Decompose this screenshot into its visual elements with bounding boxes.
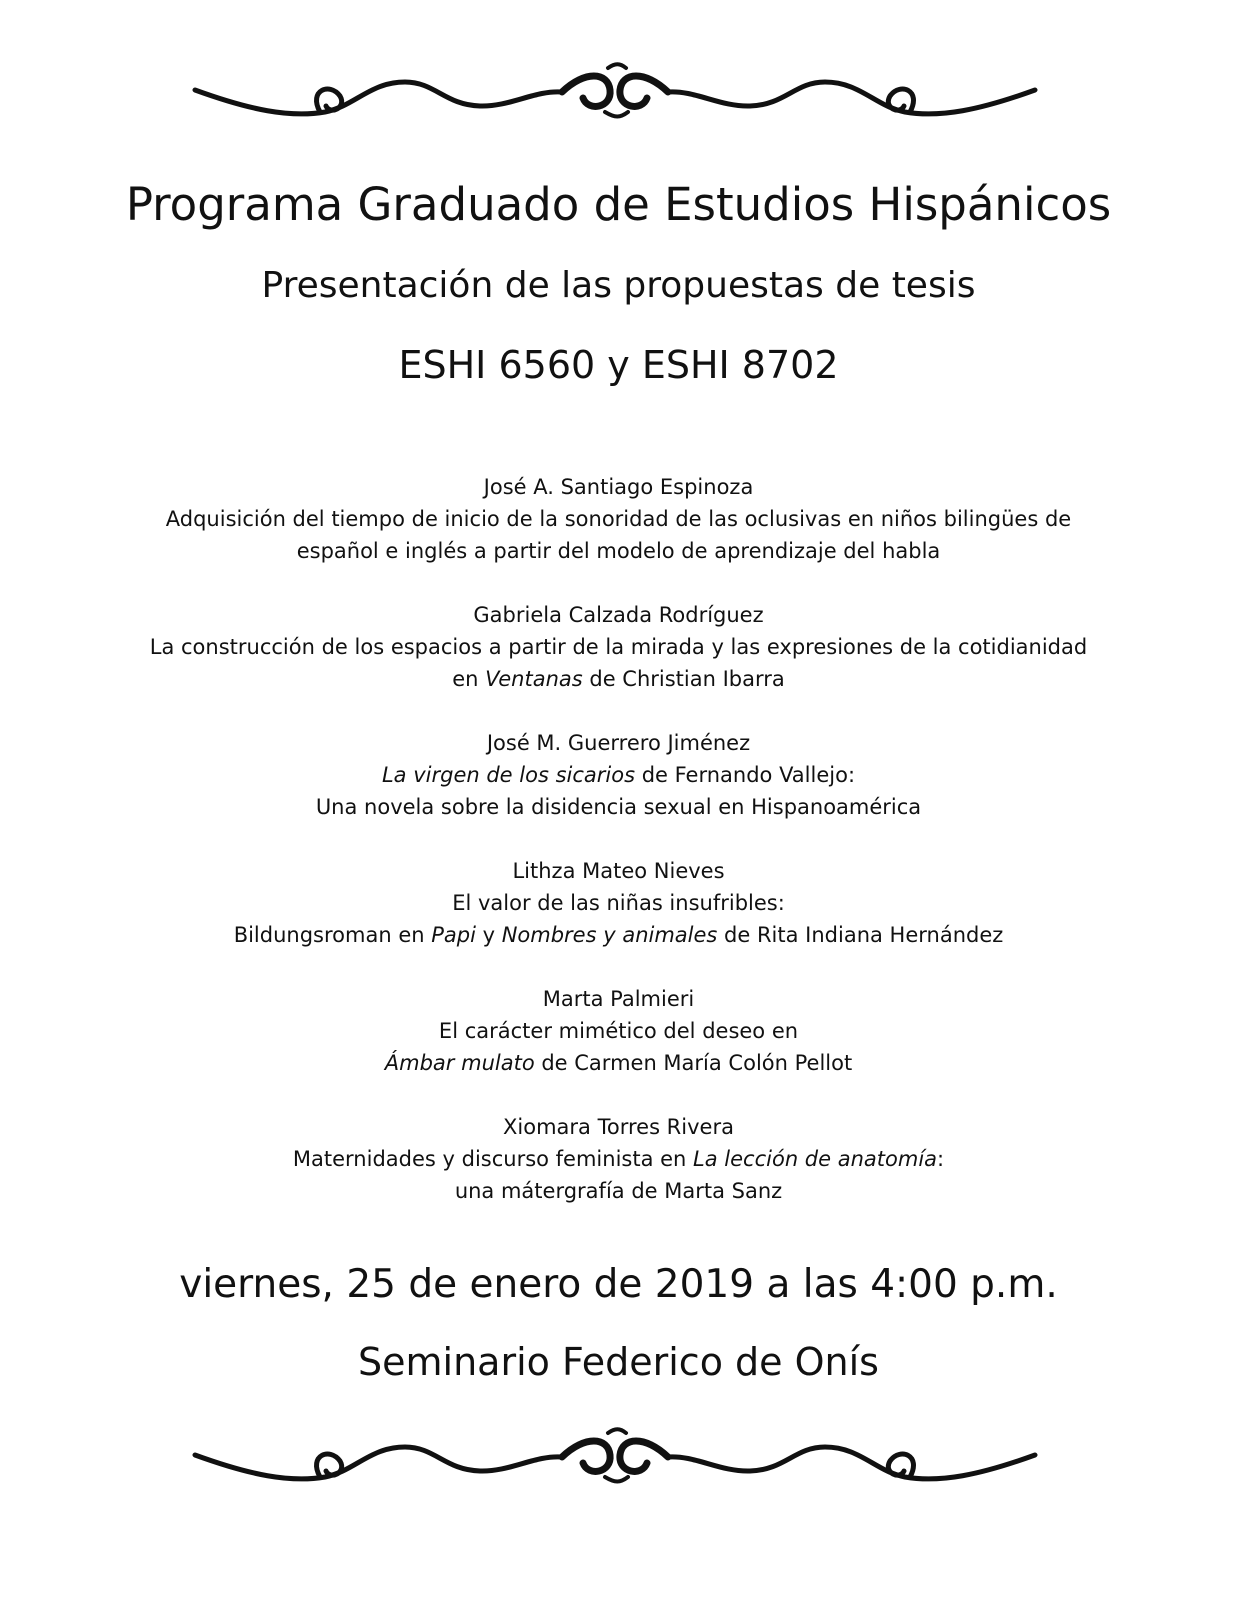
thesis-title-text: de Carmen María Colón Pellot: [534, 1051, 853, 1075]
presentation-entry: [0, 599, 1237, 695]
thesis-title-line: [0, 663, 1237, 695]
presenter-name: José A. Santiago Espinoza: [483, 475, 754, 499]
thesis-title-line: [0, 1047, 1237, 1079]
presenter-name: Lithza Mateo Nieves: [512, 859, 725, 883]
thesis-title-text: de Rita Indiana Hernández: [717, 923, 1004, 947]
scroll-ornament-icon: [190, 60, 1040, 140]
presenter-name: Gabriela Calzada Rodríguez: [473, 603, 764, 627]
work-title: Papi: [431, 923, 476, 947]
thesis-title-text: Maternidades y discurso feminista en: [292, 1147, 694, 1171]
work-title: La virgen de los sicarios: [381, 763, 636, 787]
presenter-name: Marta Palmieri: [542, 987, 695, 1011]
thesis-title-line: [0, 887, 1237, 919]
thesis-title-text: La construcción de los espacios a partir de la mirada y las expresiones de la cotidianidad: [149, 635, 1088, 659]
thesis-title-line: [0, 1175, 1237, 1207]
presentation-list: [0, 471, 1237, 1239]
page-subtitle: Presentación de las propuestas de tesis: [261, 265, 976, 306]
thesis-title-text: Adquisición del tiempo de inicio de la sonoridad de las oclusivas en niños bilingües de: [165, 507, 1072, 531]
presenter-name: Xiomara Torres Rivera: [503, 1115, 734, 1139]
thesis-title-line: [0, 1015, 1237, 1047]
thesis-title-text: y: [475, 923, 502, 947]
work-title: Ventanas: [485, 667, 583, 691]
event-date: viernes, 25 de enero de 2019 a las 4:00 p.m.: [179, 1262, 1058, 1307]
thesis-title-text: El carácter mimético del deseo en: [438, 1019, 799, 1043]
thesis-title-text: español e inglés a partir del modelo de aprendizaje del habla: [296, 539, 941, 563]
thesis-title-line: [0, 791, 1237, 823]
event-place: Seminario Federico de Onís: [358, 1340, 879, 1384]
presentation-entry: [0, 471, 1237, 567]
thesis-title-text: una mátergrafía de Marta Sanz: [454, 1179, 783, 1203]
thesis-title-text: en: [452, 667, 486, 691]
presenter-name: José M. Guerrero Jiménez: [486, 731, 751, 755]
presentation-entry: [0, 727, 1237, 823]
thesis-title-text: :: [937, 1147, 945, 1171]
work-title: Nombres y animales: [501, 923, 718, 947]
presentation-entry: [0, 1111, 1237, 1207]
thesis-title-text: Una novela sobre la disidencia sexual en Hispanoamérica: [315, 795, 922, 819]
presentation-entry: [0, 855, 1237, 951]
thesis-title-line: [0, 1143, 1237, 1175]
thesis-title-line: [0, 919, 1237, 951]
thesis-title-line: [0, 631, 1237, 663]
course-codes: ESHI 6560 y ESHI 8702: [398, 343, 839, 387]
thesis-title-line: [0, 759, 1237, 791]
thesis-title-text: El valor de las niñas insufribles:: [452, 891, 785, 915]
thesis-title-text: de Christian Ibarra: [582, 667, 785, 691]
page-title: Programa Graduado de Estudios Hispánicos: [125, 178, 1112, 231]
work-title: Ámbar mulato: [384, 1051, 535, 1075]
presentation-entry: [0, 983, 1237, 1079]
thesis-title-line: [0, 535, 1237, 567]
thesis-title-text: Bildungsroman en: [233, 923, 432, 947]
thesis-title-line: [0, 503, 1237, 535]
scroll-ornament-icon: [190, 1425, 1040, 1505]
thesis-title-text: de Fernando Vallejo:: [635, 763, 856, 787]
work-title: La lección de anatomía: [693, 1147, 938, 1171]
